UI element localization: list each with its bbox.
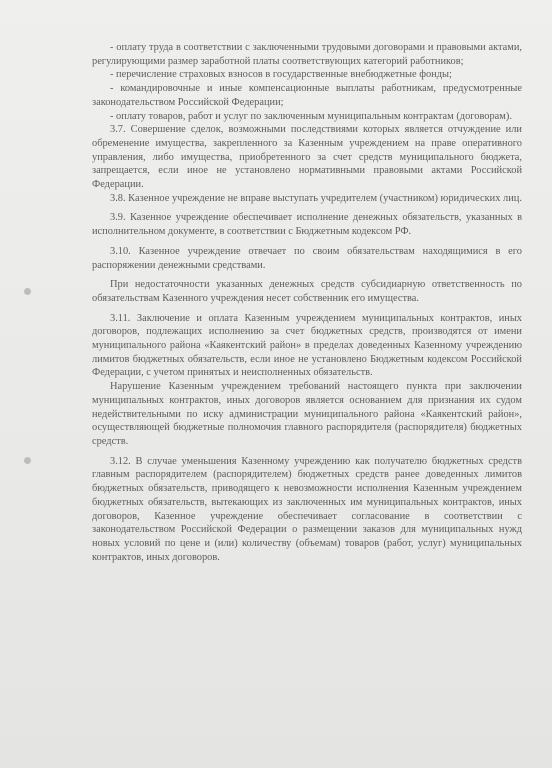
paragraph-violation: Нарушение Казенным учреждением требований настоящего пункта при заключении муниципальных контрактов, иных договоров является основанием для признания их судом недействительными по иску администрации муниципального района «Каякентский район», осуществляющей бюджетные полномочия главного распорядителя (распорядителя) бюджетных средств.: [92, 381, 522, 447]
paragraph-travel-expenses: - командировочные и иные компенсационные выплаты работникам, предусмотренные законодательством Российской Федерации;: [92, 83, 522, 108]
document-body: [92, 41, 522, 564]
paragraph-3-10: 3.10. Казенное учреждение отвечает по своим обязательствам находящимися в его распоряжении денежными средствами.: [92, 245, 522, 271]
paragraph-3-7: 3.7. Совершение сделок, возможными последствиями которых является отчуждение или обременение имущества, закрепленного за Казенным учреждением на праве оперативного управления, либо имущества, приобретенного за счет средств муниципального бюджета, запрещается, если иное не установлено нормативными правовыми актами Российской Федерации.: [92, 124, 522, 191]
paragraph-3-12: 3.12. В случае уменьшения Казенному учреждению как получателю бюджетных средств главным распорядителем (распорядителем) бюджетных средств ранее доведенных лимитов бюджетных обязательств, приводящего к невозможности исполнения Казенным учреждением бюджетных обязательств, вытекающих из заключенных им муниципальных контрактов, иных договоров, Казенное учреждение обеспечивает согласование в соответствии с законодательством Российской Федерации о размещении заказов для муниципальных нужд новых условий по цене и (или) количеству (объемам) товаров (работ, услуг) муниципальных контрактов, иных договоров.: [92, 455, 522, 563]
punch-hole-top: [24, 288, 31, 295]
paragraph-subsidiary-liability: При недостаточности указанных денежных средств субсидиарную ответственность по обязательствам Казенного учреждения несет собственник его имущества.: [92, 279, 522, 304]
punch-hole-bottom: [24, 457, 31, 464]
paragraph-3-8: 3.8. Казенное учреждение не вправе выступать учредителем (участником) юридических лиц.: [110, 192, 522, 204]
paragraph-3-9: 3.9. Казенное учреждение обеспечивает исполнение денежных обязательств, указанных в исполнительном документе, в соответствии с Бюджетным кодексом РФ.: [92, 212, 522, 238]
paragraph-wage-payment: - оплату труда в соответствии с заключенными трудовыми договорами и правовыми актами, регулирующими размер заработной платы соответствующих категорий работников;: [92, 42, 522, 67]
paragraph-3-11: 3.11. Заключение и оплата Казенным учреждением муниципальных контрактов, иных договоров, подлежащих исполнению за счет бюджетных средств, производятся от имени муниципального района «Каякентский район» в пределах доведенных Казенному учреждению лимитов бюджетных обязательств, если иное не установлено Бюджетным кодексом Российской Федерации, с учетом принятых и неисполненных обязательств.: [92, 312, 522, 379]
paragraph-insurance: - перечисление страховых взносов в государственные внебюджетные фонды;: [110, 69, 452, 81]
paragraph-goods-payment: - оплату товаров, работ и услуг по заключенным муниципальным контрактам (договорам).: [110, 110, 512, 122]
